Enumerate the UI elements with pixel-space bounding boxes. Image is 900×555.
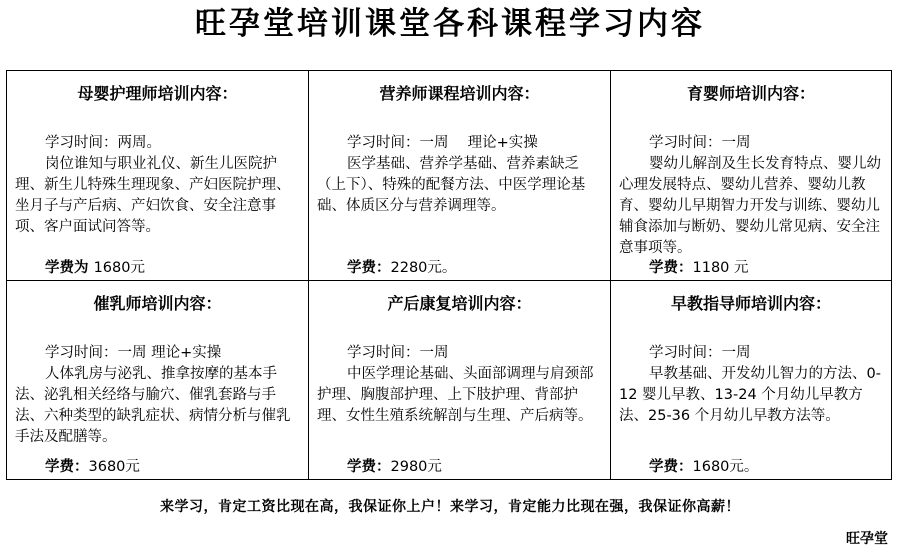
- course-body: [15, 133, 302, 238]
- fee-amount: 2280元。: [390, 260, 457, 276]
- course-table: [6, 70, 892, 480]
- fee-label: 学费：: [649, 459, 693, 475]
- brand-name: 旺孕堂: [846, 531, 888, 547]
- course-time: 学习时间：一周 理论+实操: [45, 345, 222, 361]
- course-title: 催乳师培训内容：: [93, 294, 222, 313]
- course-description: 医学基础、营养学基础、营养素缺乏（上下）、特殊的配餐方法、中医学理论基础、体质区分与营养调理等。: [317, 156, 586, 214]
- course-time: 学习时间：一周 理论+实操: [347, 135, 538, 151]
- course-cell-maternal-care: [7, 71, 309, 281]
- course-title: 早教指导师培训内容：: [670, 294, 831, 313]
- page-title: 旺孕堂培训课堂各科课程学习内容: [195, 6, 705, 42]
- course-time: 学习时间：两周。: [45, 135, 161, 151]
- fee-amount: 3680元: [88, 459, 140, 475]
- course-description: 婴幼儿解剖及生长发育特点、婴儿幼心理发展特点、婴幼儿营养、婴幼儿教育、婴幼儿早期智力开发与训练、婴幼儿辅食添加与断奶、婴幼儿常见病、安全注意事项等。: [619, 156, 881, 256]
- fee-amount: 1680元: [93, 260, 145, 276]
- course-time: 学习时间：一周: [649, 345, 751, 361]
- course-title: 营养师课程培训内容：: [379, 84, 540, 103]
- slogan: 来学习，肯定工资比现在高，我保证你上户！来学习，肯定能力比现在强，我保证你高薪！: [160, 499, 740, 515]
- course-cell-childcare: [611, 71, 891, 281]
- course-title: 育婴师培训内容：: [686, 84, 815, 103]
- course-cell-early-education: [611, 281, 891, 479]
- course-cell-nutritionist: [309, 71, 611, 281]
- course-description: 人体乳房与泌乳、推拿按摩的基本手法、泌乳相关经络与腧穴、催乳套路与手法、六种类型的缺乳症状、病情分析与催乳手法及配膳等。: [15, 366, 291, 445]
- fee-label: 学费：: [347, 459, 391, 475]
- fee-amount: 1680元。: [692, 459, 759, 475]
- fee-label: 学费为: [45, 260, 94, 276]
- course-body: [317, 343, 604, 427]
- fee-label: 学费：: [649, 260, 693, 276]
- course-fee: [347, 258, 456, 278]
- course-fee: [45, 258, 145, 278]
- course-time: 学习时间：一周: [649, 135, 751, 151]
- fee-amount: 2980元: [390, 459, 442, 475]
- fee-amount: 1180 元: [692, 260, 749, 276]
- course-description: 早教基础、开发幼儿智力的方法、0-12 婴儿早教、13-24 个月幼儿早教方法、25-36 个月幼儿早教方法等。: [619, 366, 881, 424]
- course-fee: [45, 457, 140, 477]
- course-fee: [347, 457, 442, 477]
- course-body: [15, 343, 302, 448]
- course-title: 母婴护理师培训内容：: [77, 84, 238, 103]
- fee-label: 学费：: [347, 260, 391, 276]
- course-title: 产后康复培训内容：: [387, 294, 532, 313]
- course-body: [619, 343, 885, 427]
- fee-label: 学费：: [45, 459, 89, 475]
- course-fee: [649, 258, 749, 278]
- course-time: 学习时间：一周: [347, 345, 449, 361]
- course-body: [317, 133, 604, 217]
- course-fee: [649, 457, 758, 477]
- course-body: [619, 133, 885, 259]
- course-description: 岗位谁知与职业礼仪、新生儿医院护理、新生儿特殊生理现象、产妇医院护理、坐月子与产后病、产妇饮食、安全注意事项、客户面试问答等。: [15, 156, 291, 235]
- course-cell-postpartum: [309, 281, 611, 479]
- course-description: 中医学理论基础、头面部调理与肩颈部护理、胸腹部护理、上下肢护理、背部护理、女性生殖系统解剖与生理、产后病等。: [317, 366, 594, 424]
- course-cell-lactation: [7, 281, 309, 479]
